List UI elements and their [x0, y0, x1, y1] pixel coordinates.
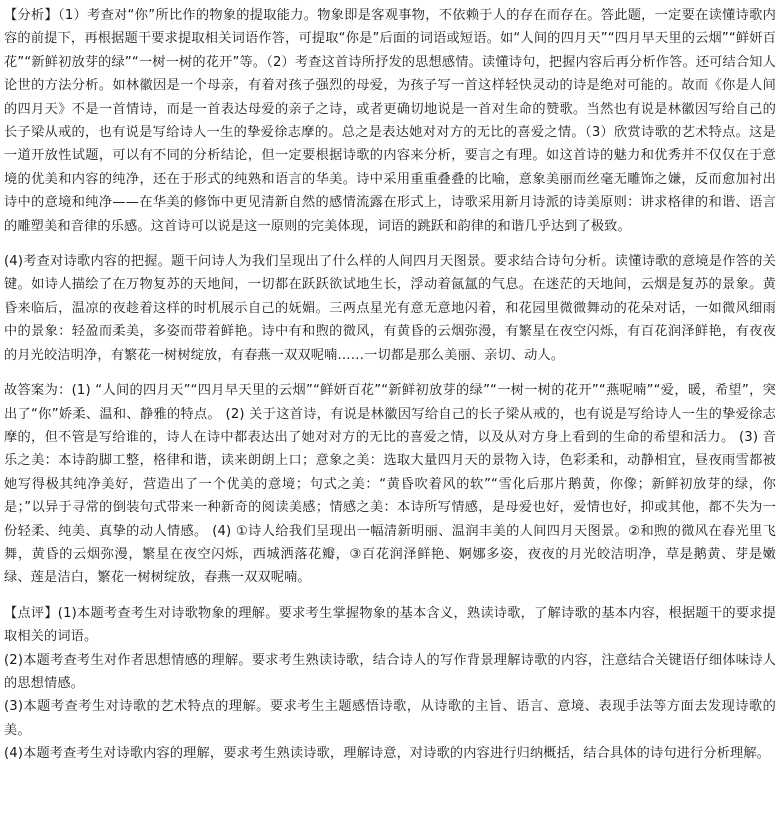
analysis-paragraph-1: 【分析】（1）考查对“你”所比作的物象的提取能力。物象即是客观事物，不依赖于人的存在而存在。答此题，一定要在读懂诗歌内容的前提下，再根据题干要求提取相关词语作答，可提取“你是”后面的词语或短语。如“人间的四月天”“四月早天里的云烟”“鲜妍百花”“新鲜初放芽的绿”“一树一树的花开”等。（2）考查这首诗所抒发的思想感情。读懂诗句，把握内容后再分析作答。还可结合知人论世的方法分析。如林徽因是一个母亲，有着对孩子强烈的母爱，为孩子写一首这样轻快灵动的诗是绝对可能的。故而《你是人间的四月天》不是一首情诗，而是一首表达母爱的亲子之诗，或者更确切地说是一首对生命的赞歌。当然也有说是林徽因写给自己的长子梁从戒的，也有说是写给诗人一生的挚爱徐志摩的。总之是表达她对对方的无比的喜爱之情。（3）欣赏诗歌的艺术特点。这是一道开放性试题，可以有不同的分析结论，但一定要根据诗歌的内容来分析，要言之有理。如这首诗的魅力和优秀并不仅仅在于意境的优美和内容的纯净，还在于形式的纯熟和语言的华美。诗中采用重重叠叠的比喻，意象美丽而丝毫无雕饰之嫌，反而愈加衬出诗中的意境和纯净——在华美的修饰中更见清新自然的感情流露在形式上，诗歌采用新月诗派的诗美原则：讲求格律的和谐、语言的雕塑美和音律的乐感。这首诗可以说是这一原则的完美体现，词语的跳跃和韵律的和谐几乎达到了极致。 — [4, 8, 776, 234]
comment-item-3: (3)本题考查考生对诗歌的艺术特点的理解。要求考生主题感悟诗歌，从诗歌的主旨、语言、意境、表现手法等方面去发现诗歌的美。 — [4, 699, 776, 738]
analysis-paragraph-2: (4)考查对诗歌内容的把握。题干问诗人为我们呈现出了什么样的人间四月天图景。要求结合诗句分析。读懂诗歌的意境是作答的关键。如诗人描绘了在万物复苏的天地间，一切都在跃跃欲试地生长，浮动着氤氲的气息。在迷茫的天地间，云烟是复苏的景象。黄昏来临后，温凉的夜趁着这样的时机展示自己的妩媚。三两点星光有意无意地闪着，和花园里微微舞动的花朵对话，一如微风细雨中的景象：轻盈而柔美，多姿而带着鲜艳。诗中有和煦的微风，有黄昏的云烟弥漫，有繁星在夜空闪烁，有百花润泽鲜艳，有夜夜的月光皎洁明净，有繁花一树树绽放，有春燕一双双呢喃……一切都是那么美丽、亲切、动人。 — [4, 254, 776, 363]
answer-paragraph: 故答案为：(1) “人间的四月天”“四月早天里的云烟”“鲜妍百花”“新鲜初放芽的绿”“一树一树的花开”“燕呢喃”“爱，暖，希望”，突出了“你”娇柔、温和、静雅的特点。 (2) 关于这首诗，有说是林徽因写给自己的长子梁从戒的，也有说是写给诗人一生的挚爱徐志摩的，但不管是写给谁的，诗人在诗中都表达出了她对对方的无比的喜爱之情，以及从对方身上看到的生命的希望和活力。 (3) 音乐之美：本诗韵脚工整，格律和谐，读来朗朗上口；意象之美：选取大量四月天的景物入诗，色彩柔和，动静相宜，昼夜雨雪都被她写得极其纯净美好，营造出了一个优美的意境；句式之美：“黄昏吹着风的软”“雪化后那片鹅黄，你像；新鲜初放芽的绿，你是；”以异于寻常的倒装句式带来一种新奇的阅读美感；情感之美：本诗所写情感，是母爱也好，爱情也好，抑或其他，都不失为一份轻柔、纯美、真挚的动人情感。 (4) ①诗人给我们呈现出一幅清新明丽、温润丰美的人间四月天图景。②和煦的微风在春光里飞舞，黄昏的云烟弥漫，繁星在夜空闪烁，西城洒落花瓣，③百花润泽鲜艳、婀娜多姿，夜夜的月光皎洁明净，草是鹅黄、芽是嫩绿、莲是洁白，繁花一树树绽放，春燕一双双呢喃。 — [4, 383, 776, 586]
comment-item-4: (4)本题考查考生对诗歌内容的理解，要求考生熟读诗歌，理解诗意，对诗歌的内容进行归纳概括，结合具体的诗句进行分析理解。 — [4, 746, 771, 762]
comment-section — [4, 602, 776, 766]
comment-item-1: 【点评】(1)本题考查考生对诗歌物象的理解。要求考生掌握物象的基本含义，熟读诗歌，了解诗歌的基本内容，根据题干的要求提取相关的词语。 — [4, 605, 776, 645]
comment-item-2: (2)本题考查考生对作者思想情感的理解。要求考生熟读诗歌，结合诗人的写作背景理解诗歌的内容，注意结合关键语仔细体味诗人的思想情感。 — [4, 652, 776, 691]
